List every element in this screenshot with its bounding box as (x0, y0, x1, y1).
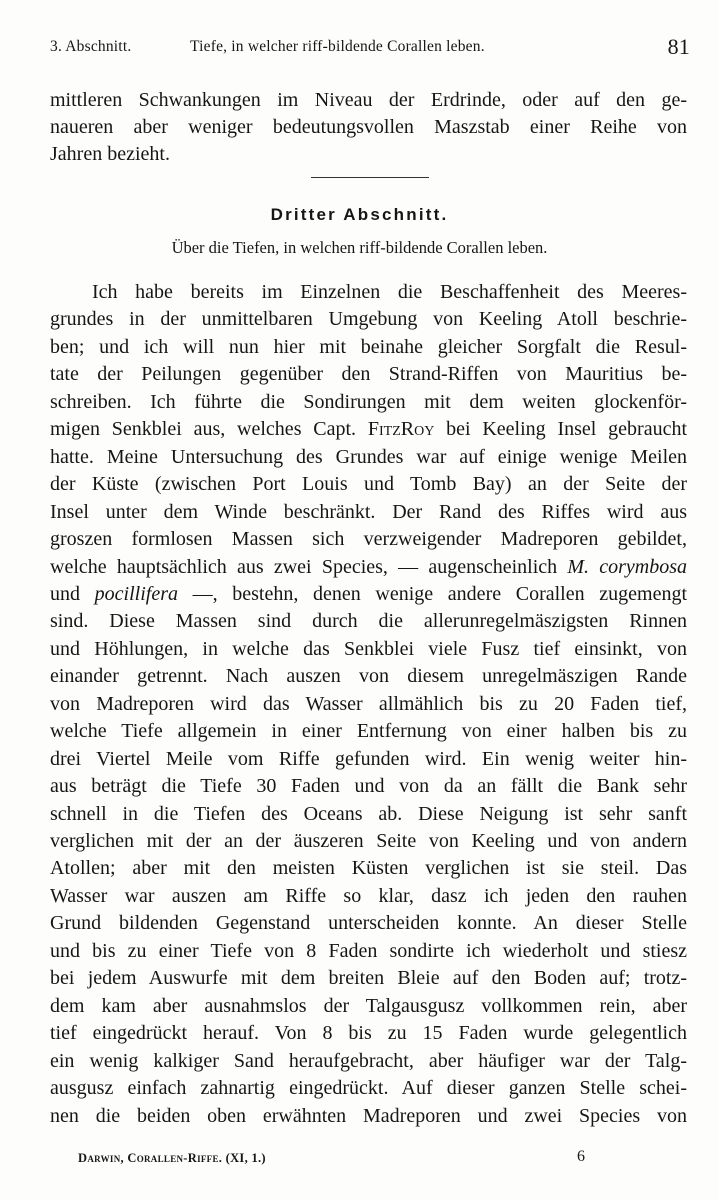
carryover-line: naueren aber weniger bedeutungsvollen Maszstab einer Reihe von (50, 116, 687, 138)
body-line: nen die beiden oben erwähnten Madreporen und zwei Species von (50, 1104, 687, 1127)
body-line: Ich habe bereits im Einzelnen die Beschaffenheit des Meeres- (92, 281, 687, 303)
body-line: Atollen; aber mit den meisten Küsten verglichen ist sie steil. Das (50, 857, 687, 880)
body-line: der Küste (zwischen Port Louis und Tomb Bay) an der Seite der (50, 473, 687, 496)
body-line: Insel unter dem Winde beschränkt. Der Rand des Riffes wird aus (50, 500, 687, 523)
carryover-line: mittleren Schwankungen im Niveau der Erdrinde, oder auf den ge- (50, 89, 687, 111)
section-divider (311, 177, 429, 178)
body-line: tief eingedrückt herauf. Von 8 bis zu 15 Faden wurde gelegentlich (50, 1022, 687, 1045)
running-head (50, 34, 690, 64)
footer-sheet-number: 6 (577, 1148, 585, 1165)
body-line: grundes in der unmittelbaren Umgebung von Keeling Atoll beschrie- (50, 308, 687, 331)
body-line: sind. Diese Massen sind durch die allerunregelmäszigsten Rinnen (50, 610, 687, 633)
body-line: hatte. Meine Untersuchung des Grundes war auf einige wenige Meilen (50, 445, 687, 468)
body-line: ein wenig kalkiger Sand heraufgebracht, aber häufiger war der Talg- (50, 1049, 687, 1072)
body-line: Wasser war auszen am Riffe so klar, dasz ich jeden den rauhen (50, 884, 687, 907)
section-heading: Dritter Abschnitt. (270, 205, 449, 224)
body-line: drei Viertel Meile vom Riffe gefunden wird. Ein wenig weiter hin- (50, 747, 687, 770)
body-line: dem kam aber ausnahmslos der Talgausgusz vollkommen rein, aber (50, 994, 687, 1017)
running-head-title: Tiefe, in welcher riff-bildende Corallen leben. (190, 38, 485, 55)
body-line: schreiben. Ich führte die Sondirungen mit dem weiten glockenför- (50, 390, 687, 413)
body-line: aus beträgt die Tiefe 30 Faden und von da an fällt die Bank sehr (50, 775, 687, 798)
section-subtitle: Über die Tiefen, in welchen riff-bildende Corallen leben. (171, 238, 548, 257)
body-line: und bis zu einer Tiefe von 8 Faden sondirte ich wiederholt und stiesz (50, 939, 687, 962)
body-line: schnell in die Tiefen des Oceans ab. Diese Neigung ist sehr sanft (50, 802, 687, 825)
body-line: einander getrennt. Nach auszen von diesem unregelmäszigen Rande (50, 665, 687, 688)
running-head-section: 3. Abschnitt. (50, 38, 132, 55)
body-line: verglichen mit der an der äuszeren Seite von Keeling und von andern (50, 830, 687, 852)
body-line: welche Tiefe allgemein in einer Entfernung von einer halben bis zu (50, 720, 687, 743)
body-line: groszen formlosen Massen sich verzweigender Madreporen gebildet, (50, 528, 687, 550)
body-line: ben; und ich will nun hier mit beinahe gleicher Sorgfalt die Resul- (50, 335, 687, 358)
body-line: und Höhlungen, in welche das Senkblei viele Fusz tief einsinkt, von (50, 637, 687, 660)
page-number: 81 (667, 34, 690, 59)
body-line: ausgusz einfach zahnartig eingedrückt. Auf dieser ganzen Stelle schei- (50, 1077, 687, 1099)
body-line: von Madreporen wird das Wasser allmählich bis zu 20 Faden tief, (50, 692, 687, 715)
body-line: und pocillifera —, bestehn, denen wenige andere Corallen zugemengt (50, 583, 687, 605)
footer-signature: Darwin, Corallen-Riffe. (XI, 1.) (78, 1151, 266, 1165)
body-line: welche hauptsächlich aus zwei Species, — augenscheinlich M. corymbosa (50, 555, 687, 578)
body-line: Grund bildenden Gegenstand unterscheiden konnte. An dieser Stelle (50, 912, 687, 935)
body-line: bei jedem Auswurfe mit dem breiten Bleie auf den Boden auf; trotz- (50, 967, 687, 990)
body-line: tate der Peilungen gegenüber den Strand-Riffen von Mauritius be- (50, 363, 687, 386)
body-line: migen Senkblei aus, welches Capt. FitzRoy bei Keeling Insel gebraucht (50, 418, 688, 441)
carryover-line: Jahren bezieht. (50, 143, 170, 165)
